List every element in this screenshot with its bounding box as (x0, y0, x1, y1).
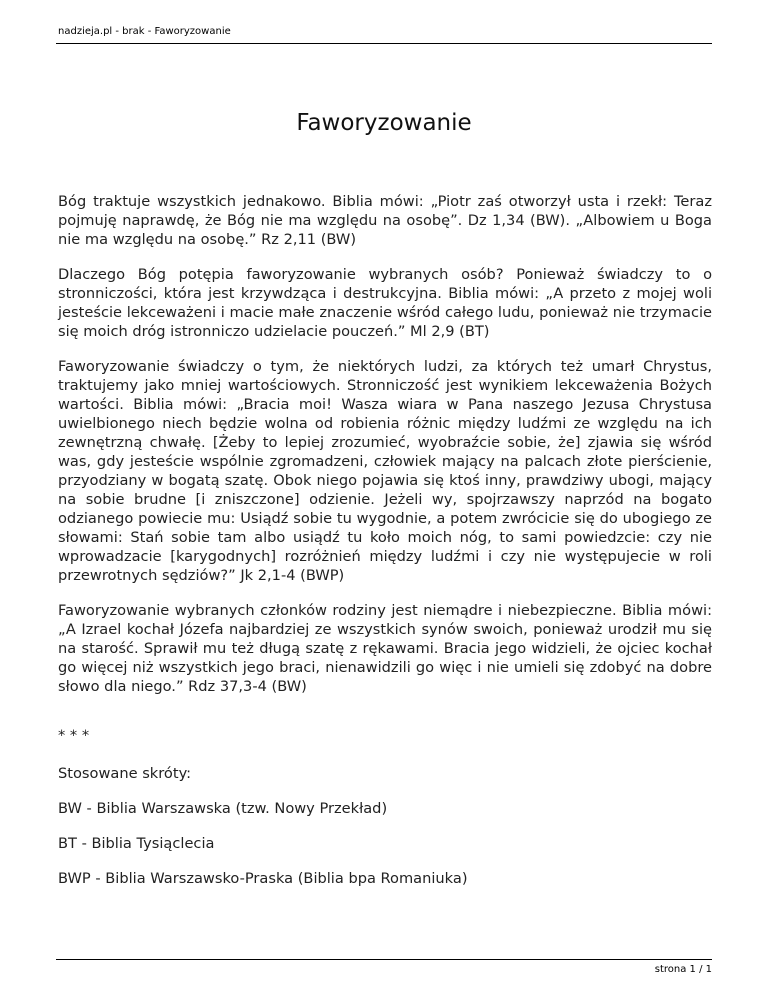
paragraph: Faworyzowanie świadczy o tym, że niektórych ludzi, za których też umarł Chrystus, traktujemy jako mniej wartościowych. Stronniczość jest wynikiem lekceważenia Bożych wartości. Biblia mówi: „Bracia moi! Wasza wiara w Pana naszego Jezusa Chrystusa uwielbionego niech będzie wolna od robienia różnic między ludźmi ze względu na ich zewnętrzną chwałę. [Żeby to lepiej zrozumieć, wyobraźcie sobie, że] zjawia się wśród was, gdy jesteście wspólnie zgromadzeni, człowiek mający na palcach złote pierścienie, przyodziany w bogatą szatę. Obok niego pojawia się ktoś inny, prawdziwy ubogi, mający na sobie brudne [i zniszczone] odzienie. Jeżeli wy, spojrzawszy naprzód na bogato odzianego powiecie mu: Usiądź sobie tu wygodnie, a potem zwrócicie się do ubogiego ze słowami: Stań sobie tam albo usiądź tu koło moich nóg, to sami powiedzcie: czy nie wprowadzacie [karygodnych] rozróżnień między ludźmi i czy nie występujecie w roli przewrotnych sędziów?” Jk 2,1-4 (BWP) (58, 358, 712, 584)
abbreviation-item: BWP - Biblia Warszawsko-Praska (Biblia bpa Romaniuka) (58, 870, 468, 887)
paragraph: Faworyzowanie wybranych członków rodziny jest niemądre i niebezpieczne. Biblia mówi: „A Izrael kochał Józefa najbardziej ze wszystkich synów swoich, ponieważ urodził mu się na starość. Sprawił mu też długą szatę z rękawami. Bracia jego widzieli, że ojciec kochał go więcej niż wszystkich jego braci, nienawidzili go więc i nie umieli się zdobyć na dobre słowo dla niego.” Rdz 37,3-4 (BW) (58, 602, 712, 695)
paragraph: Dlaczego Bóg potępia faworyzowanie wybranych osób? Ponieważ świadczy to o stronniczości, która jest krzywdząca i destrukcyjna. Biblia mówi: „A przeto z mojej woli jesteście lekceważeni i macie małe znaczenie wśród całego ludu, ponieważ nie trzymacie się moich dróg istronniczo udzielacie pouczeń.” Ml 2,9 (BT) (58, 266, 712, 340)
header-divider (56, 43, 712, 44)
abbreviation-item: BT - Biblia Tysiąclecia (58, 835, 215, 852)
document-title: Faworyzowanie (296, 110, 472, 136)
paragraph: Bóg traktuje wszystkich jednakowo. Biblia mówi: „Piotr zaś otworzył usta i rzekł: Teraz pojmuję naprawdę, że Bóg nie ma względu na osobę”. Dz 1,34 (BW). „Albowiem u Boga nie ma względu na osobę.” Rz 2,11 (BW) (58, 193, 712, 248)
page-number: strona 1 / 1 (654, 964, 712, 975)
page-header: nadzieja.pl - brak - Faworyzowanie (58, 26, 231, 37)
footer-divider (56, 959, 712, 960)
document-body (58, 192, 712, 904)
abbreviation-item: BW - Biblia Warszawska (tzw. Nowy Przekład) (58, 800, 388, 817)
abbreviations-heading: Stosowane skróty: (58, 765, 192, 782)
section-separator: * * * (58, 727, 90, 744)
